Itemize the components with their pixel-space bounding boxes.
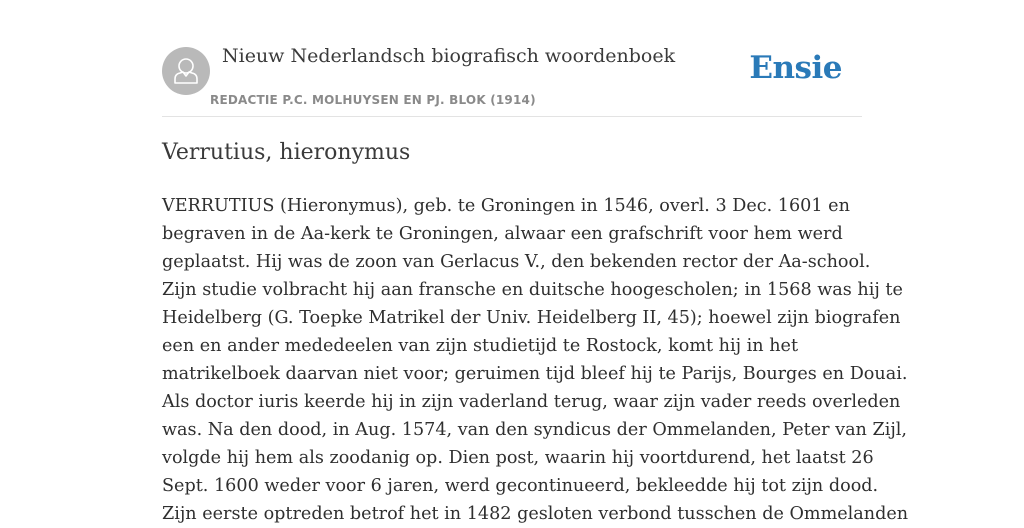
source-header — [162, 40, 862, 117]
user-silhouette-icon — [162, 47, 210, 95]
entry-text-line: begraven in de Aa-kerk te Groningen, alwaar een grafschrift voor hem werd — [162, 224, 843, 244]
entry-text-line: geplaatst. Hij was de zoon van Gerlacus V., den bekenden rector der Aa-school. — [162, 252, 871, 272]
entry-text-line: volgde hij hem als zoodanig op. Dien post, waarin hij voortdurend, het laatst 26 — [162, 448, 874, 468]
entry-body — [162, 192, 909, 528]
entry-text-line: Zijn eerste optreden betrof het in 1482 gesloten verbond tusschen de Ommelanden — [162, 504, 909, 524]
source-title[interactable]: Nieuw Nederlandsch biografisch woordenboek — [222, 45, 676, 67]
entry-text-line: Heidelberg (G. Toepke Matrikel der Univ. Heidelberg II, 45); hoewel zijn biografen — [162, 308, 901, 328]
source-editors: REDACTIE P.C. MOLHUYSEN EN PJ. BLOK (1914) — [210, 93, 536, 107]
brand-logo[interactable]: Ensie — [749, 50, 842, 86]
entry-text-line: Zijn studie volbracht hij aan fransche en duitsche hoogescholen; in 1568 was hij te — [162, 280, 903, 300]
entry-text-line: VERRUTIUS (Hieronymus), geb. te Groningen in 1546, overl. 3 Dec. 1601 en — [162, 196, 850, 216]
entry-title: Verrutius, hieronymus — [162, 140, 411, 165]
entry-text-line: een en ander mededeelen van zijn studietijd te Rostock, komt hij in het — [162, 336, 799, 356]
entry-text-line: Als doctor iuris keerde hij in zijn vaderland terug, waar zijn vader reeds overleden — [162, 392, 901, 412]
entry-text-line: matrikelboek daarvan niet voor; geruimen tijd bleef hij te Parijs, Bourges en Douai. — [162, 364, 908, 384]
entry-text-line: was. Na den dood, in Aug. 1574, van den syndicus der Ommelanden, Peter van Zijl, — [162, 420, 908, 440]
entry-text-line: Sept. 1600 weder voor 6 jaren, werd gecontinueerd, bekleedde hij tot zijn dood. — [162, 476, 879, 496]
